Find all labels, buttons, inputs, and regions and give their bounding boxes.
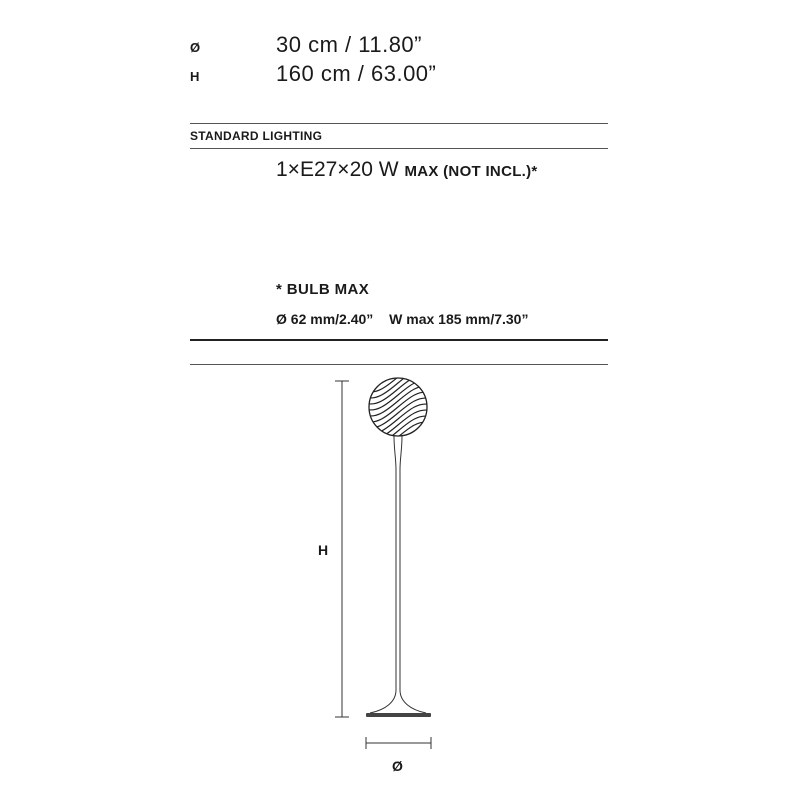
- bulb-diameter: Ø 62 mm/2.40”: [276, 311, 374, 327]
- globe-rib: [365, 416, 431, 446]
- lamp-globe: [365, 332, 431, 482]
- section-title-lighting: STANDARD LIGHTING: [190, 129, 323, 143]
- globe-rib: [365, 440, 431, 470]
- bulb-width: W max 185 mm/7.30”: [389, 311, 529, 327]
- globe-rib: [365, 356, 431, 386]
- globe-rib: [365, 350, 431, 380]
- lamp-stem: [370, 436, 426, 713]
- lamp-base: [366, 713, 431, 717]
- lighting-note: MAX (NOT INCL.)*: [404, 163, 538, 180]
- globe-rib: [365, 404, 431, 434]
- height-label: H: [190, 69, 200, 84]
- globe-rib: [365, 332, 431, 362]
- diameter-label: Ø: [190, 40, 201, 55]
- bulb-max-title: * BULB MAX: [276, 281, 370, 298]
- drawing-diameter-label: Ø: [392, 758, 403, 774]
- diameter-dimension-line: [366, 737, 431, 749]
- globe-rib: [365, 428, 431, 458]
- height-value: 160 cm / 63.00”: [276, 61, 437, 86]
- globe-rib: [365, 446, 431, 476]
- globe-rib: [365, 380, 431, 410]
- height-dimension-line: [335, 381, 349, 717]
- globe-rib: [365, 452, 431, 482]
- globe-rib: [365, 434, 431, 464]
- globe-rib: [365, 344, 431, 374]
- globe-rib: [365, 362, 431, 392]
- lighting-spec: 1×E27×20 W: [276, 158, 399, 181]
- diameter-value: 30 cm / 11.80”: [276, 32, 422, 57]
- globe-rib: [365, 338, 431, 368]
- globe-rib: [365, 368, 431, 398]
- globe-rib: [365, 422, 431, 452]
- globe-rib: [365, 392, 431, 422]
- drawing-height-label: H: [318, 542, 329, 558]
